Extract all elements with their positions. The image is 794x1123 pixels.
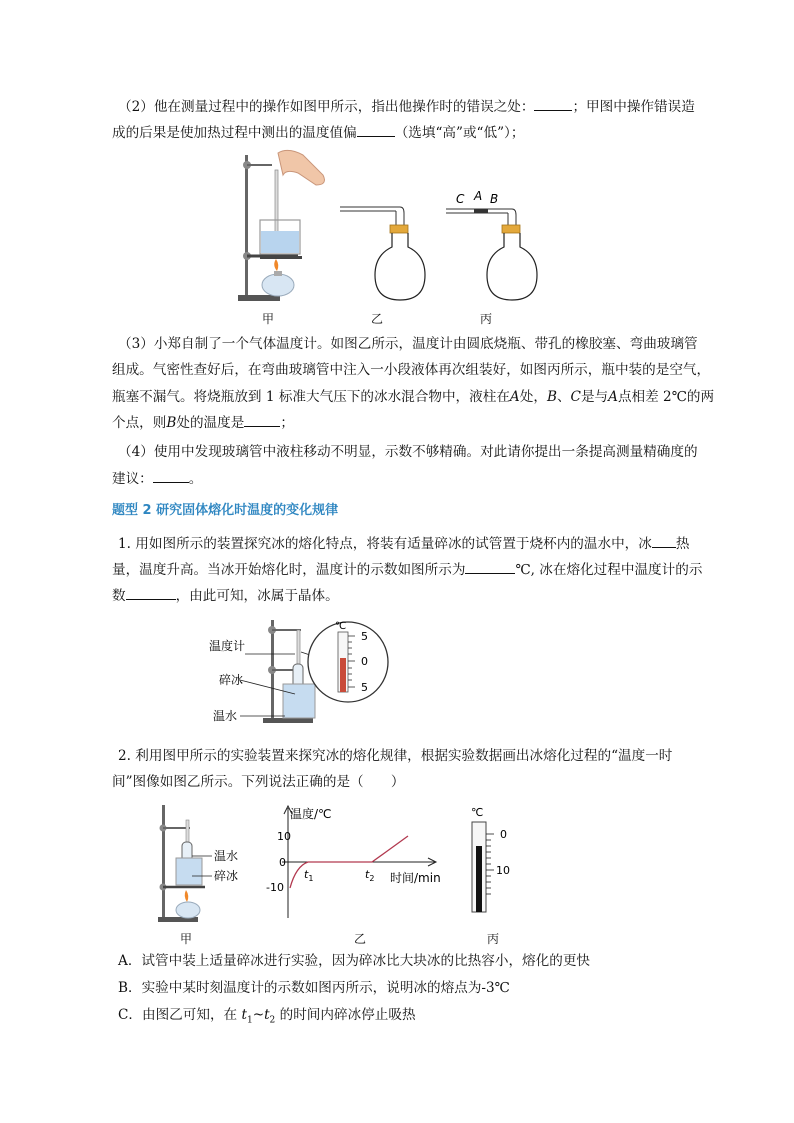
subscript: 2 [269,1015,276,1026]
p1-text: 量，温度升高。当冰开始熔化时，温度计的示数如图所示为 [112,562,466,578]
round-flask [487,233,537,300]
q3-line1: （3）小郑自制了一个气体温度计。如图乙所示，温度计由圆底烧瓶、带孔的橡胶塞、弯曲玻璃管 [118,336,698,352]
alcohol-lamp [176,902,200,918]
q4-line2 [112,468,202,490]
section-title: 题型 2 研究固体熔化时温度的变化规律 [112,503,339,518]
flame-icon [185,890,189,902]
hand-icon [278,150,324,185]
water [261,231,299,253]
p1-text: 热 [675,536,690,552]
caption-yi: 乙 [371,312,384,326]
tick-0: 0 [279,856,286,869]
option-c-text: C．由图乙可知，在 [118,1007,242,1023]
tick-0: 0 [500,828,507,841]
caption-jia: 甲 [180,932,193,946]
caption-jia: 甲 [262,312,275,326]
label-c: C [456,192,465,206]
answer-blank[interactable] [244,412,280,427]
p2-line2: 间”图像如图乙所示。下列说法正确的是（ ） [112,774,405,790]
p1-text: 1. 用如图所示的装置探究冰的熔化特点，将装有适量碎冰的试管置于烧杯内的温水中，冰 [118,536,652,552]
option-a[interactable]: A．试管中装上适量碎冰进行实验，因为碎冰比大块冰的比热容小，熔化的更快 [118,953,591,969]
label-b: B [490,192,499,206]
subscript: 1 [246,1015,253,1026]
q3-text: 瓶塞不漏气。将烧瓶放到 1 标准大气压下的冰水混合物中，液柱在 [112,389,510,405]
q3-text: 是与 [580,389,609,405]
q2-text: 成的后果是使加热过程中测出的温度值偏 [112,125,357,141]
option-c-text: ~ [252,1007,265,1023]
var-b: B [546,389,557,405]
apparatus-figure-3 [150,800,510,930]
caption-yi: 乙 [354,932,367,946]
answer-blank[interactable] [534,96,572,111]
label-ice: 碎冰 [219,673,244,687]
p1-text: ℃, 冰在熔化过程中温度计的示 [515,562,703,578]
label-ice: 碎冰 [214,869,239,883]
q4-line1: （4）使用中发现玻璃管中液柱移动不明显，示数不够精确。对此请你提出一条提高测量精确度的 [118,444,698,460]
tick-0: 0 [361,655,368,668]
apparatus-figure-1 [228,145,558,305]
tick-minus10: -10 [266,881,284,894]
tick-10: 10 [496,864,510,877]
p1-line1 [118,533,689,555]
q2-text: （2）他在测量过程中的操作如图甲所示，指出他操作时的错误之处： [118,99,535,115]
t2-label: $t_2$ [365,868,375,883]
p1-line2 [112,559,702,581]
q3-line4 [112,412,294,434]
t1-label: $t_1$ [304,868,314,883]
tick-5: 5 [361,630,368,643]
answer-blank[interactable] [153,468,189,483]
q4-text: 建议： [112,471,153,487]
tick-minus5: 5 [361,681,368,694]
option-b[interactable]: B．实验中某时刻温度计的示数如图丙所示，说明冰的熔点为-3℃ [118,980,510,996]
unit-label: ℃ [471,806,484,819]
liquid-column [474,209,488,213]
caption-bing: 丙 [480,312,493,326]
answer-blank[interactable] [652,533,676,548]
q3-text: ； [280,415,294,431]
var-t: t [264,1007,270,1023]
label-water: 温水 [213,709,238,723]
unit-label: ℃ [335,621,347,632]
q2-line2 [112,122,524,144]
var-a: A [608,389,618,405]
label-water: 温水 [214,849,239,863]
y-axis-label: 温度/℃ [290,807,332,821]
flame-icon [274,259,278,271]
stand-rod [162,805,165,920]
x-axis-label: 时间/min [390,871,441,885]
q3-line2: 组成。气密性查好后，在弯曲玻璃管中注入一小段液体再次组装好，如图丙所示，瓶中装的是空气， [112,362,711,378]
answer-blank[interactable] [465,559,515,574]
answer-blank[interactable] [357,122,395,137]
caption-bing: 丙 [487,932,500,946]
p2-line1: 2. 利用图甲所示的实验装置来探究冰的熔化规律，根据实验数据画出冰熔化过程的“温度一时 [118,748,673,764]
rubber-stopper [390,225,408,233]
liquid-column [340,658,346,692]
label-thermometer: 温度计 [209,639,246,653]
liquid-column [476,846,482,912]
q3-text: 点相差 2℃的两 [617,389,715,405]
option-c-text: 的时间内碎冰停止吸热 [275,1007,416,1023]
apparatus-figure-2 [205,612,390,732]
p1-text: ，由此可知，冰属于晶体。 [175,588,339,604]
var-t: t [241,1007,247,1023]
alcohol-lamp [262,274,294,296]
label-a: A [474,189,483,203]
p1-line3 [112,585,339,607]
q2-text: （选填“高”或“低”）； [394,125,525,141]
stand-base [263,718,313,723]
var-c: C [570,389,581,405]
q3-text: 处的温度是 [176,415,245,431]
var-a: A [509,389,520,405]
stand-rod [245,155,248,295]
q4-text: 。 [188,471,203,487]
p1-text: 数 [112,588,126,604]
beaker [176,858,202,885]
q3-text: 处， [519,389,547,405]
q3-text: 、 [556,389,571,405]
q2-line1 [118,96,695,118]
q2-text: ；甲图中操作错误造 [572,99,695,115]
option-c[interactable] [118,1004,416,1032]
answer-blank[interactable] [126,585,176,600]
beaker [283,684,315,718]
round-flask [375,233,425,300]
q3-line3 [112,386,714,408]
tick-10: 10 [277,830,291,843]
q3-text: 个点，则 [112,415,167,431]
rubber-stopper [502,225,520,233]
var-b: B [166,415,177,431]
